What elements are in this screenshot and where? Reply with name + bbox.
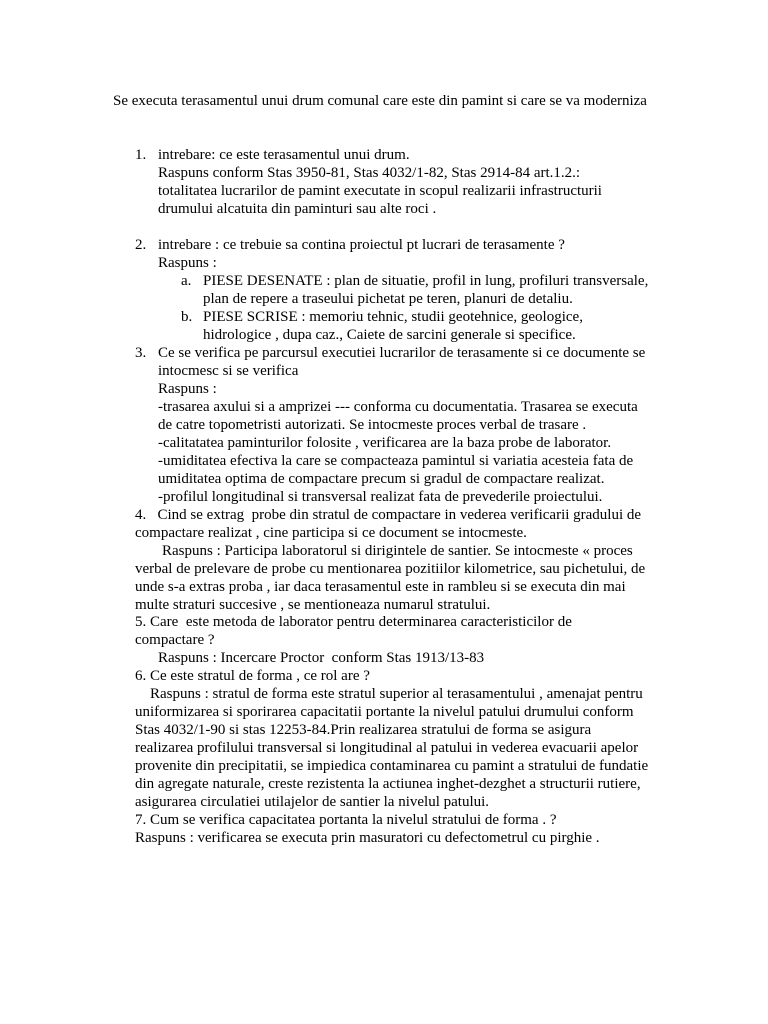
answer-text: Raspuns : verificarea se executa prin masuratori cu defectometrul cu pirghie . [135,830,600,846]
answer-text: Raspuns conform Stas 3950-81, Stas 4032/1-82, Stas 2914-84 art.1.2.: [158,165,581,181]
answer-text: din agregate naturale, creste rezistenta la actiunea inghet-dezghet a structurii rutiere, [135,776,641,792]
question-text: Ce se verifica pe parcursul executiei lucrarilor de terasamente si ce documente se [158,345,646,361]
answer-text: provenite din precipitatii, se impiedica contaminarea cu pamint a stratului de fundatie [135,758,649,774]
answer-text: Stas 4032/1-90 si stas 12253-84.Prin realizarea stratului de forma se asigura [135,722,592,738]
question-text: 4. Cind se extrag probe din stratul de compactare in vederea verificarii gradului de [135,507,642,523]
answer-text: multe straturi succesive , se mentioneaza numarul stratului. [135,597,491,613]
answer-text: Raspuns : Participa laboratorul si dirigintele de santier. Se intocmeste « proces [162,543,633,559]
answer-text: verbal de prelevare de probe cu mentionarea pozitiilor kilometrice, sau pichetului, de [135,561,646,577]
answer-text: -trasarea axului si a amprizei --- conforma cu documentatia. Trasarea se executa [158,399,638,415]
list-item-text: plan de repere a traseului pichetat pe teren, planuri de detaliu. [203,291,573,307]
answer-text: -umiditatea efectiva la care se compacteaza pamintul si variatia acesteia fata de [158,453,634,469]
answer-text: Raspuns : Incercare Proctor conform Stas 1913/13-83 [158,650,485,666]
list-marker: a. [181,273,192,289]
answer-text: unde s-a extras proba , iar daca terasamentul este in rambleu si se executa din mai [135,579,626,595]
list-item-text: hidrologice , dupa caz., Caiete de sarcini generale si specifice. [203,327,576,343]
question-text: compactare ? [135,632,215,648]
answer-text: uniformizarea si sporirarea capacitatii portante la nivelul patului drumului conform [135,704,634,720]
list-item-text: PIESE SCRISE : memoriu tehnic, studii geotehnice, geologice, [203,309,583,325]
answer-label: Raspuns : [158,381,217,397]
list-marker: b. [181,309,193,325]
answer-text: Raspuns : stratul de forma este stratul superior al terasamentului , amenajat pentru [150,686,643,702]
answer-text: umiditatea optima de compactare precum si gradul de compactare realizat. [158,471,605,487]
answer-label: Raspuns : [158,255,217,271]
question-text: compactare realizat , cine participa si ce document se intocmeste. [135,525,527,541]
question-number: 1. [135,147,147,163]
answer-text: -profilul longitudinal si transversal realizat fata de prevederile proiectului. [158,489,603,505]
answer-text: -calitatatea paminturilor folosite , verificarea are la baza probe de laborator. [158,435,612,451]
question-text: 7. Cum se verifica capacitatea portanta la nivelul stratului de forma . ? [135,812,557,828]
list-item-text: PIESE DESENATE : plan de situatie, profil in lung, profiluri transversale, [203,273,649,289]
answer-text: drumului alcatuita din paminturi sau alte roci . [158,201,437,217]
answer-text: realizarea profilului transversal si longitudinal al patului in vederea evacuarii apelor [135,740,639,756]
question-number: 3. [135,345,147,361]
answer-text: asigurarea circulatiei utilajelor de santier la nivelul patului. [135,794,490,810]
document-title: Se executa terasamentul unui drum comunal care este din pamint si care se va moderniza [113,93,647,109]
question-text: 5. Care este metoda de laborator pentru determinarea caracteristicilor de [135,614,572,630]
question-number: 2. [135,237,147,253]
answer-text: de catre topometristi autorizati. Se intocmeste proces verbal de trasare . [158,417,587,433]
answer-text: totalitatea lucrarilor de pamint executate in scopul realizarii infrastructurii [158,183,602,199]
question-text: intrebare : ce trebuie sa contina proiectul pt lucrari de terasamente ? [158,237,565,253]
question-text: 6. Ce este stratul de forma , ce rol are ? [135,668,370,684]
question-text: intrebare: ce este terasamentul unui drum. [158,147,410,163]
question-text: intocmesc si se verifica [158,363,299,379]
